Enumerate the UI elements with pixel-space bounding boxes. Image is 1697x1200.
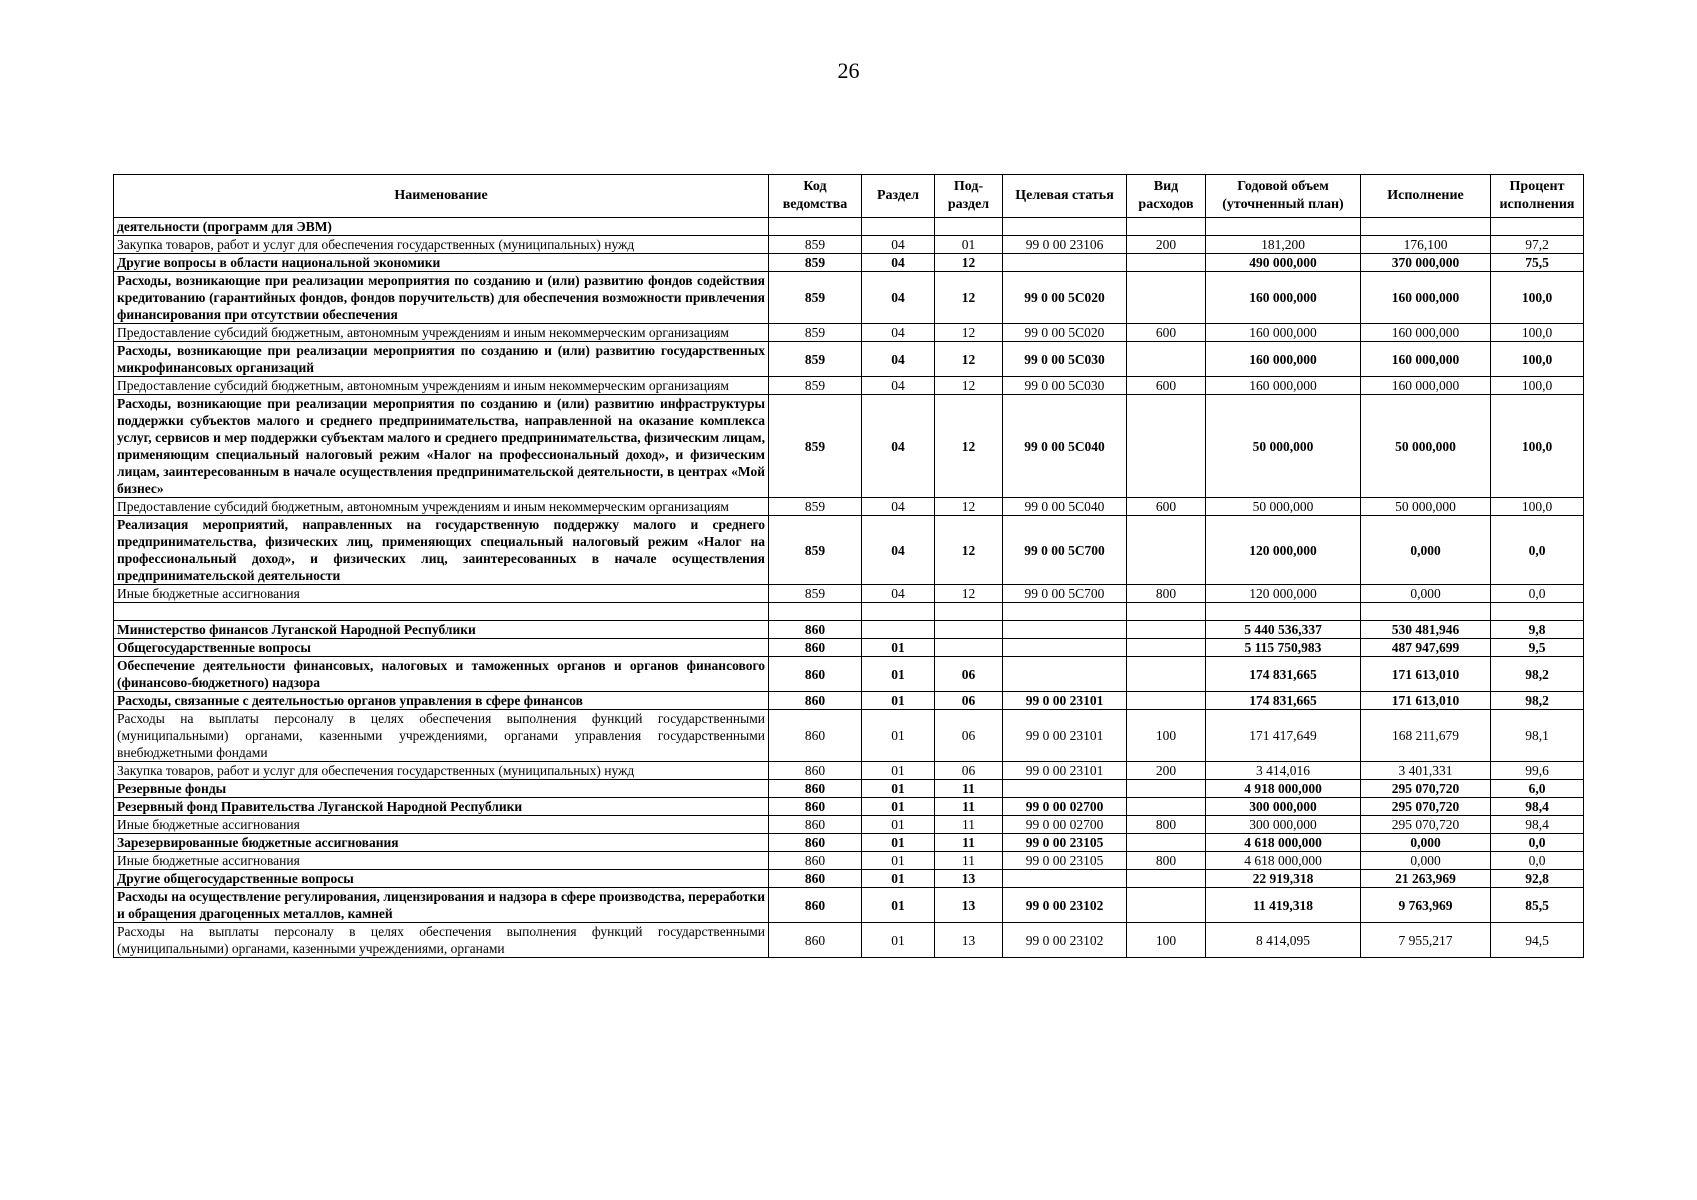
cell-plan: 300 000,000 [1206,798,1361,816]
cell-percent: 98,2 [1491,657,1584,692]
header-code: Код ведомства [769,175,862,218]
cell-target: 99 0 00 5С030 [1003,377,1127,395]
cell-type: 200 [1127,762,1206,780]
cell-plan: 22 919,318 [1206,870,1361,888]
cell-type: 600 [1127,498,1206,516]
cell-exec: 3 401,331 [1361,762,1491,780]
table-row [114,272,1584,324]
cell-name [114,603,769,621]
cell-type [1127,342,1206,377]
cell-subsection: 01 [935,236,1003,254]
cell-name: Зарезервированные бюджетные ассигнования [114,834,769,852]
cell-subsection: 11 [935,834,1003,852]
cell-code: 860 [769,639,862,657]
cell-percent: 100,0 [1491,498,1584,516]
cell-subsection: 11 [935,852,1003,870]
cell-percent: 98,4 [1491,798,1584,816]
cell-code: 860 [769,762,862,780]
cell-plan: 174 831,665 [1206,657,1361,692]
cell-percent: 94,5 [1491,923,1584,958]
page-number: 26 [837,58,860,83]
cell-section: 01 [862,888,935,923]
cell-exec: 9 763,969 [1361,888,1491,923]
cell-section: 04 [862,272,935,324]
cell-plan: 490 000,000 [1206,254,1361,272]
cell-percent: 9,8 [1491,621,1584,639]
cell-section: 04 [862,254,935,272]
cell-target: 99 0 00 02700 [1003,798,1127,816]
table-row [114,236,1584,254]
cell-exec: 168 211,679 [1361,710,1491,762]
cell-code: 859 [769,272,862,324]
cell-name: Расходы, возникающие при реализации мероприятия по созданию и (или) развитию инфраструктуры поддержки субъектов малого и среднего предпринимательства, направленной на оказание комплекса услуг, сервисов и мер поддержки субъектам малого и среднего предпринимательства, физическим лицам, применяющим специальный налоговый режим «Налог на профессиональный доход», и физическим лицам, заинтересованным в начале осуществления предпринимательской деятельности, в центрах «Мой бизнес» [114,395,769,498]
cell-target: 99 0 00 5С040 [1003,498,1127,516]
cell-section: 01 [862,639,935,657]
cell-percent: 97,2 [1491,236,1584,254]
cell-target [1003,870,1127,888]
cell-code: 859 [769,516,862,585]
cell-subsection [935,639,1003,657]
cell-type: 100 [1127,923,1206,958]
cell-section: 01 [862,762,935,780]
cell-target: 99 0 00 5С030 [1003,342,1127,377]
cell-name: Расходы, возникающие при реализации мероприятия по созданию и (или) развитию государственных микрофинансовых организаций [114,342,769,377]
cell-code: 860 [769,816,862,834]
cell-name: Иные бюджетные ассигнования [114,852,769,870]
cell-section: 01 [862,852,935,870]
cell-type [1127,780,1206,798]
header-subsection: Под-раздел [935,175,1003,218]
cell-target [1003,218,1127,236]
cell-plan: 4 618 000,000 [1206,834,1361,852]
cell-name: Другие вопросы в области национальной экономики [114,254,769,272]
cell-target [1003,603,1127,621]
table-row [114,516,1584,585]
table-row [114,834,1584,852]
table-row [114,585,1584,603]
cell-percent: 9,5 [1491,639,1584,657]
cell-plan: 120 000,000 [1206,585,1361,603]
cell-percent: 0,0 [1491,852,1584,870]
table-row [114,923,1584,958]
cell-section: 01 [862,780,935,798]
table-body [114,218,1584,958]
cell-subsection: 12 [935,498,1003,516]
cell-plan: 300 000,000 [1206,816,1361,834]
cell-subsection: 12 [935,585,1003,603]
cell-plan: 4 918 000,000 [1206,780,1361,798]
cell-exec: 21 263,969 [1361,870,1491,888]
cell-exec: 0,000 [1361,852,1491,870]
cell-plan: 174 831,665 [1206,692,1361,710]
cell-exec: 160 000,000 [1361,324,1491,342]
cell-exec: 160 000,000 [1361,272,1491,324]
cell-percent [1491,603,1584,621]
cell-plan [1206,603,1361,621]
cell-percent: 6,0 [1491,780,1584,798]
cell-type [1127,272,1206,324]
header-percent: Процент исполнения [1491,175,1584,218]
cell-subsection: 13 [935,888,1003,923]
cell-code: 860 [769,852,862,870]
cell-exec: 295 070,720 [1361,798,1491,816]
cell-exec: 370 000,000 [1361,254,1491,272]
cell-target: 99 0 00 23105 [1003,852,1127,870]
cell-name: Предоставление субсидий бюджетным, автономным учреждениям и иным некоммерческим организациям [114,377,769,395]
cell-type [1127,218,1206,236]
cell-code: 859 [769,324,862,342]
cell-type [1127,798,1206,816]
cell-exec: 176,100 [1361,236,1491,254]
cell-percent: 85,5 [1491,888,1584,923]
table-row [114,218,1584,236]
cell-type [1127,603,1206,621]
cell-subsection: 11 [935,816,1003,834]
cell-target: 99 0 00 5С700 [1003,585,1127,603]
cell-code: 860 [769,780,862,798]
cell-name: Резервный фонд Правительства Луганской Народной Республики [114,798,769,816]
cell-plan: 160 000,000 [1206,342,1361,377]
cell-subsection: 12 [935,516,1003,585]
cell-target: 99 0 00 23106 [1003,236,1127,254]
cell-percent: 100,0 [1491,342,1584,377]
cell-target: 99 0 00 23102 [1003,888,1127,923]
cell-type [1127,692,1206,710]
cell-name: Расходы на осуществление регулирования, лицензирования и надзора в сфере производства, переработки и обращения драгоценных металлов, камней [114,888,769,923]
cell-name: деятельности (программ для ЭВМ) [114,218,769,236]
cell-name: Другие общегосударственные вопросы [114,870,769,888]
table-row [114,780,1584,798]
cell-percent: 100,0 [1491,377,1584,395]
cell-name: Расходы, связанные с деятельностью органов управления в сфере финансов [114,692,769,710]
cell-section: 01 [862,834,935,852]
cell-section [862,218,935,236]
cell-percent: 75,5 [1491,254,1584,272]
cell-target [1003,621,1127,639]
cell-plan: 50 000,000 [1206,395,1361,498]
cell-subsection [935,218,1003,236]
cell-section: 01 [862,816,935,834]
cell-type: 200 [1127,236,1206,254]
cell-subsection: 13 [935,870,1003,888]
cell-subsection: 06 [935,692,1003,710]
cell-code [769,218,862,236]
cell-code: 860 [769,870,862,888]
cell-subsection: 12 [935,254,1003,272]
cell-name: Иные бюджетные ассигнования [114,585,769,603]
cell-section: 04 [862,395,935,498]
table-row [114,657,1584,692]
cell-name: Общегосударственные вопросы [114,639,769,657]
cell-plan: 171 417,649 [1206,710,1361,762]
cell-section: 01 [862,798,935,816]
cell-type: 800 [1127,816,1206,834]
table-row [114,870,1584,888]
cell-exec: 160 000,000 [1361,377,1491,395]
cell-target [1003,254,1127,272]
cell-name: Закупка товаров, работ и услуг для обеспечения государственных (муниципальных) нужд [114,236,769,254]
cell-code: 859 [769,377,862,395]
cell-code: 860 [769,798,862,816]
cell-section: 01 [862,870,935,888]
cell-code: 860 [769,657,862,692]
cell-subsection: 12 [935,272,1003,324]
cell-target: 99 0 00 5С700 [1003,516,1127,585]
table-row [114,710,1584,762]
cell-exec [1361,218,1491,236]
table-row [114,888,1584,923]
table-row [114,603,1584,621]
cell-percent: 100,0 [1491,395,1584,498]
cell-name: Расходы на выплаты персоналу в целях обеспечения выполнения функций государственными (муниципальными) органами, казенными учреждениями, органами [114,923,769,958]
cell-plan: 5 440 536,337 [1206,621,1361,639]
table-row [114,621,1584,639]
cell-section [862,603,935,621]
cell-section: 04 [862,516,935,585]
table-header-row [114,175,1584,218]
cell-subsection: 06 [935,710,1003,762]
cell-target: 99 0 00 23101 [1003,710,1127,762]
cell-code: 859 [769,342,862,377]
cell-section: 01 [862,923,935,958]
cell-name: Резервные фонды [114,780,769,798]
cell-target [1003,657,1127,692]
cell-type [1127,254,1206,272]
cell-exec: 0,000 [1361,516,1491,585]
table-row [114,342,1584,377]
cell-exec [1361,603,1491,621]
cell-plan: 3 414,016 [1206,762,1361,780]
cell-code [769,603,862,621]
cell-target: 99 0 00 23102 [1003,923,1127,958]
cell-target: 99 0 00 5С040 [1003,395,1127,498]
header-name: Наименование [114,175,769,218]
cell-exec: 0,000 [1361,585,1491,603]
cell-section: 01 [862,692,935,710]
cell-subsection: 06 [935,762,1003,780]
cell-name: Расходы, возникающие при реализации мероприятия по созданию и (или) развитию фондов содействия кредитованию (гарантийных фондов, фондов поручительств) для обеспечения возможности привлечения финансирования при отсутствии обеспечения [114,272,769,324]
cell-code: 859 [769,254,862,272]
table-row [114,498,1584,516]
header-exec: Исполнение [1361,175,1491,218]
cell-section: 04 [862,236,935,254]
cell-subsection: 12 [935,377,1003,395]
cell-section: 04 [862,342,935,377]
cell-name: Предоставление субсидий бюджетным, автономным учреждениям и иным некоммерческим организациям [114,498,769,516]
cell-type: 800 [1127,585,1206,603]
cell-subsection: 12 [935,324,1003,342]
cell-code: 860 [769,710,862,762]
cell-percent: 98,4 [1491,816,1584,834]
cell-type [1127,395,1206,498]
cell-plan: 160 000,000 [1206,377,1361,395]
cell-code: 860 [769,692,862,710]
cell-plan: 5 115 750,983 [1206,639,1361,657]
header-plan: Годовой объем (уточненный план) [1206,175,1361,218]
cell-exec: 171 613,010 [1361,657,1491,692]
cell-percent: 99,6 [1491,762,1584,780]
cell-target [1003,780,1127,798]
cell-plan: 181,200 [1206,236,1361,254]
cell-plan [1206,218,1361,236]
cell-exec: 7 955,217 [1361,923,1491,958]
cell-type: 800 [1127,852,1206,870]
cell-percent: 98,2 [1491,692,1584,710]
cell-plan: 11 419,318 [1206,888,1361,923]
cell-target [1003,639,1127,657]
cell-code: 859 [769,395,862,498]
cell-plan: 4 618 000,000 [1206,852,1361,870]
cell-exec: 50 000,000 [1361,395,1491,498]
cell-type: 600 [1127,377,1206,395]
cell-section: 01 [862,657,935,692]
cell-subsection [935,621,1003,639]
cell-target: 99 0 00 23101 [1003,762,1127,780]
cell-exec: 160 000,000 [1361,342,1491,377]
cell-type [1127,621,1206,639]
cell-percent: 0,0 [1491,516,1584,585]
cell-exec: 171 613,010 [1361,692,1491,710]
table-row [114,324,1584,342]
cell-subsection: 13 [935,923,1003,958]
cell-plan: 50 000,000 [1206,498,1361,516]
cell-section [862,621,935,639]
cell-code: 860 [769,923,862,958]
cell-type [1127,870,1206,888]
cell-section: 04 [862,377,935,395]
cell-percent: 0,0 [1491,585,1584,603]
cell-type [1127,657,1206,692]
cell-subsection: 12 [935,395,1003,498]
cell-exec: 295 070,720 [1361,816,1491,834]
cell-code: 859 [769,498,862,516]
cell-target: 99 0 00 23101 [1003,692,1127,710]
cell-code: 859 [769,236,862,254]
table-row [114,254,1584,272]
table-row [114,816,1584,834]
cell-type: 600 [1127,324,1206,342]
cell-type [1127,888,1206,923]
header-target: Целевая статья [1003,175,1127,218]
cell-code: 859 [769,585,862,603]
cell-target: 99 0 00 23105 [1003,834,1127,852]
table-row [114,377,1584,395]
cell-name: Закупка товаров, работ и услуг для обеспечения государственных (муниципальных) нужд [114,762,769,780]
cell-section: 04 [862,585,935,603]
cell-name: Обеспечение деятельности финансовых, налоговых и таможенных органов и органов финансового (финансово-бюджетного) надзора [114,657,769,692]
header-section: Раздел [862,175,935,218]
table-row [114,395,1584,498]
cell-name: Реализация мероприятий, направленных на государственную поддержку малого и среднего предпринимательства, физических лиц, применяющих специальный налоговый режим «Налог на профессиональный доход», и физических лиц, заинтересованных в начале осуществления предпринимательской деятельности [114,516,769,585]
table-row [114,852,1584,870]
cell-code: 860 [769,888,862,923]
table-row [114,798,1584,816]
cell-exec: 295 070,720 [1361,780,1491,798]
cell-code: 860 [769,621,862,639]
cell-type [1127,516,1206,585]
cell-name: Иные бюджетные ассигнования [114,816,769,834]
cell-exec: 50 000,000 [1361,498,1491,516]
budget-table [113,174,1584,958]
table-row [114,639,1584,657]
cell-plan: 120 000,000 [1206,516,1361,585]
cell-target: 99 0 00 02700 [1003,816,1127,834]
cell-type: 100 [1127,710,1206,762]
cell-percent: 98,1 [1491,710,1584,762]
cell-percent: 0,0 [1491,834,1584,852]
cell-subsection [935,603,1003,621]
cell-exec: 0,000 [1361,834,1491,852]
cell-name: Предоставление субсидий бюджетным, автономным учреждениям и иным некоммерческим организациям [114,324,769,342]
header-type: Вид расходов [1127,175,1206,218]
cell-type [1127,834,1206,852]
cell-name: Министерство финансов Луганской Народной Республики [114,621,769,639]
cell-subsection: 11 [935,798,1003,816]
cell-target: 99 0 00 5С020 [1003,324,1127,342]
cell-type [1127,639,1206,657]
cell-percent [1491,218,1584,236]
table-row [114,762,1584,780]
cell-percent: 92,8 [1491,870,1584,888]
table-row [114,692,1584,710]
cell-percent: 100,0 [1491,324,1584,342]
cell-section: 01 [862,710,935,762]
cell-exec: 530 481,946 [1361,621,1491,639]
cell-percent: 100,0 [1491,272,1584,324]
cell-section: 04 [862,498,935,516]
cell-exec: 487 947,699 [1361,639,1491,657]
cell-section: 04 [862,324,935,342]
cell-subsection: 06 [935,657,1003,692]
cell-subsection: 11 [935,780,1003,798]
cell-target: 99 0 00 5С020 [1003,272,1127,324]
cell-plan: 160 000,000 [1206,272,1361,324]
cell-plan: 8 414,095 [1206,923,1361,958]
cell-name: Расходы на выплаты персоналу в целях обеспечения выполнения функций государственными (муниципальными) органами, казенными учреждениями, органами управления государственными внебюджетными фондами [114,710,769,762]
cell-subsection: 12 [935,342,1003,377]
cell-code: 860 [769,834,862,852]
cell-plan: 160 000,000 [1206,324,1361,342]
